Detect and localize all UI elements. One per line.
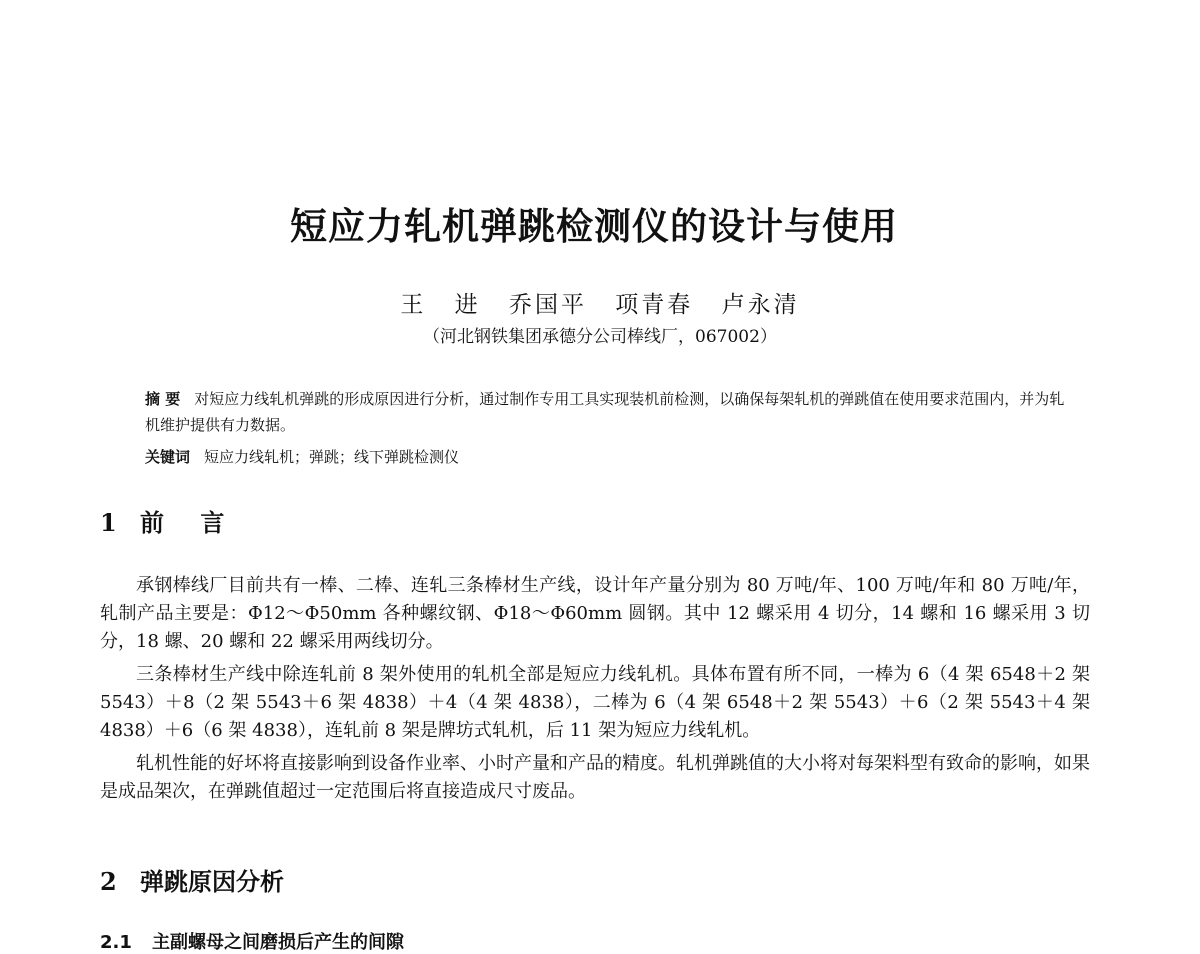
paragraph: 轧机性能的好坏将直接影响到设备作业率、小时产量和产品的精度。轧机弹跳值的大小将对每架料型有致命的影响，如果是成品架次，在弹跳值超过一定范围后将直接造成尺寸废品。 xyxy=(100,753,1090,802)
subsection-title: 主副螺母之间磨损后产生的间隙 xyxy=(152,932,404,953)
keywords xyxy=(145,446,1065,467)
section-1-body xyxy=(100,572,1090,806)
paragraph: 三条棒材生产线中除连轧前 8 架外使用的轧机全部是短应力线轧机。具体布置有所不同，一棒为 6（4 架 6548＋2 架 5543）＋8（2 架 5543＋6 架 4838）＋4（4 架 4838），二棒为 6（4 架 6548＋2 架 5543）＋6（2 架 5543＋4 架 4838）＋6（6 架 4838），连轧前 8 架是牌坊式轧机，后 11 架为短应力线轧机。 xyxy=(100,664,1090,741)
abstract xyxy=(145,386,1065,438)
abstract-label: 摘 要 xyxy=(145,390,181,408)
abstract-text: 对短应力线轧机弹跳的形成原因进行分析，通过制作专用工具实现装机前检测，以确保每架轧机的弹跳值在使用要求范围内，并为轧机维护提供有力数据。 xyxy=(145,390,1065,434)
section-title: 前 言 xyxy=(140,509,239,537)
paragraph: 承钢棒线厂目前共有一棒、二棒、连轧三条棒材生产线，设计年产量分别为 80 万吨/年、100 万吨/年和 80 万吨/年，轧制产品主要是：Φ12～Φ50mm 各种螺纹钢、Φ18～Φ60mm 圆钢。其中 12 螺采用 4 切分，14 螺和 16 螺采用 3 切分，18 螺、20 螺和 22 螺采用两线切分。 xyxy=(100,575,1090,652)
affiliation: （河北钢铁集团承德分公司棒线厂，067002） xyxy=(423,327,777,347)
section-title: 弹跳原因分析 xyxy=(140,868,284,896)
paper-title: 短应力轧机弹跳检测仪的设计与使用 xyxy=(290,205,898,248)
section-number: 1 xyxy=(100,508,117,537)
author-list: 王 进 乔国平 项青春 卢永清 xyxy=(400,292,800,318)
section-number: 2 xyxy=(100,867,117,896)
section-heading-2 xyxy=(100,862,284,897)
section-heading-1 xyxy=(100,503,238,538)
keywords-text: 短应力线轧机；弹跳；线下弹跳检测仪 xyxy=(204,448,460,466)
subsection-heading-2-1 xyxy=(100,928,404,954)
keywords-label: 关键词 xyxy=(145,448,191,466)
subsection-number: 2.1 xyxy=(100,932,132,953)
